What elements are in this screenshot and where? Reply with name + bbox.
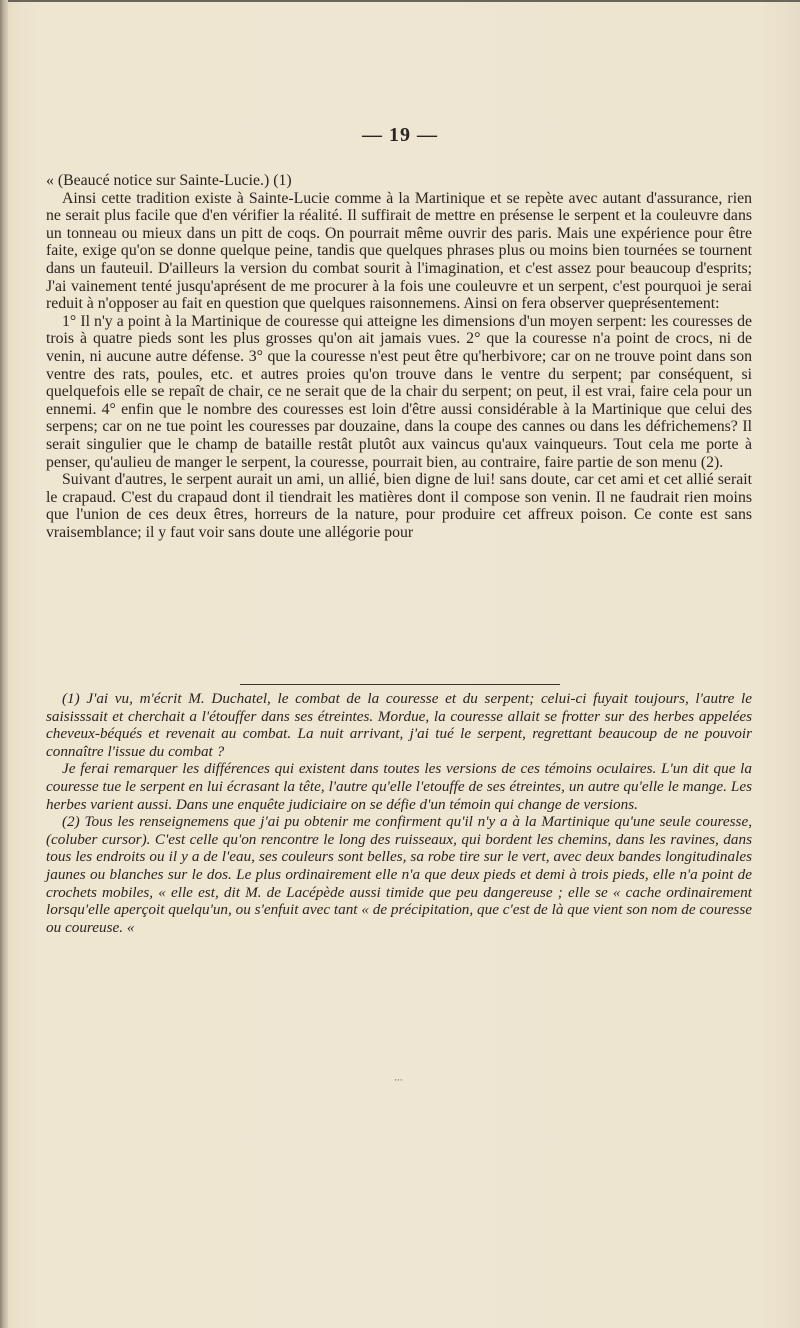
footnote-separator [240, 684, 560, 685]
footnote-1: (1) J'ai vu, m'écrit M. Duchatel, le combat de la couresse et du serpent; celui-ci fuyait toujours, l'autre le saisisssait et cherchait a l'étouffer dans ses étreintes. Mordue, la couresse allait se frotter sur des herbes appelées cheveux-béqués et revenait au combat. La nuit arrivant, j'ai tué le serpent, regrettant beaucoup de ne pouvoir connaître l'issue du combat ? [46, 690, 752, 760]
body-paragraph: 1° Il n'y a point à la Martinique de couresse qui atteigne les dimensions d'un moyen serpent: les couresses de trois à quatre pieds sont les plus grosses qu'on ait jamais vues. 2° que la couresse n'a point de crocs, ni de venin, ni aucune autre défense. 3° que la couresse n'est peut être qu'herbivore; car on ne trouve point dans son ventre des rats, poules, etc. et autres proies qu'on trouve dans le ventre du serpent; par conséquent, si quelquefois elle se repaît de chair, ce ne serait que de la chair du serpent; on peut, il est vrai, faire cela pour un ennemi. 4° enfin que le nombre des couresses est loin d'être aussi considérable à la Martinique que celui des serpens; car on ne tue point les couresses par douzaine, dans la coupe des cannes ou dans les défrichemens? Il serait singulier que le champ de bataille restât plutôt aux vaincus qu'aux vainqueurs. Tout cela me porte à penser, qu'aulieu de manger le serpent, la couresse, pourrait bien, au contraire, faire partie de son menu (2). [46, 312, 752, 471]
page-number: — 19 — [362, 124, 438, 146]
main-text [46, 172, 752, 541]
body-paragraph: Suivant d'autres, le serpent aurait un ami, un allié, bien digne de lui! sans doute, car cet ami et cet allié serait le crapaud. C'est du crapaud dont il tiendrait les matières dont il compose son venin. Il ne faudrait rien moins que l'union de ces deux êtres, horreurs de la nature, pour produire cet affreux poison. Ce conte est sans vraisemblance; il y faut voir sans doute une allégorie pour [46, 471, 752, 541]
footnotes [46, 690, 752, 936]
body-paragraph: Ainsi cette tradition existe à Sainte-Lucie comme à la Martinique et se repète avec autant d'assurance, rien ne serait plus facile que d'en vérifier la réalité. Il suffirait de mettre en présense le serpent et la couleuvre dans un tonneau ou mieux dans un pitt de coqs. On pourrait même ouvrir des paris. Mais une expérience pour être faite, exige qu'on se donne quelque peine, tandis que quelques phrases plus ou moins bien tournées se tournent dans un fauteuil. D'ailleurs la version du combat sourit à l'imagination, et c'est assez pour beaucoup d'esprits; J'ai vainement tenté jusqu'aprésent de me procurer à la fois une couleuvre et un serpent, c'est pourquoi je serai reduit à n'opposer au fait en question que quelques raisonnemens. Ainsi on fera observer queprésentement: [46, 189, 752, 313]
footnote-2: (2) Tous les renseignemens que j'ai pu obtenir me confirment qu'il n'y a à la Martinique qu'une seule couresse, (coluber cursor). C'est celle qu'on rencontre le long des ruisseaux, qui bordent les chemins, dans les ravines, dans tous les endroits ou il y a de l'eau, ses couleurs sont belles, sa robe tire sur le vert, avec deux bandes longitudinales jaunes ou blanches sur le dos. Le plus ordinairement elle n'a que deux pieds et demi à trois pieds, elle n'a point de crochets mobiles, « elle est, dit M. de Lacépède aussi timide que peu dangereuse ; elle se « cache ordinairement lorsqu'elle aperçoit quelqu'un, ou s'enfuit avec tant « de précipitation, que c'est de là que vient son nom de couresse ou coureuse. « [46, 813, 752, 936]
printer-ornament: ··· [394, 1076, 403, 1086]
top-edge-rule [0, 0, 800, 2]
binding-shadow [0, 0, 8, 1328]
source-citation: « (Beaucé notice sur Sainte-Lucie.) (1) [46, 172, 292, 189]
footnote-1-continuation: Je ferai remarquer les différences qui existent dans toutes les versions de ces témoins oculaires. L'un dit que la couresse tue le serpent en lui écrasant la tête, l'autre qu'elle l'etouffe de ses étreintes, un autre qu'elle le mange. Les herbes varient aussi. Dans une enquête judiciaire on se défie d'un témoin qui change de versions. [46, 760, 752, 813]
